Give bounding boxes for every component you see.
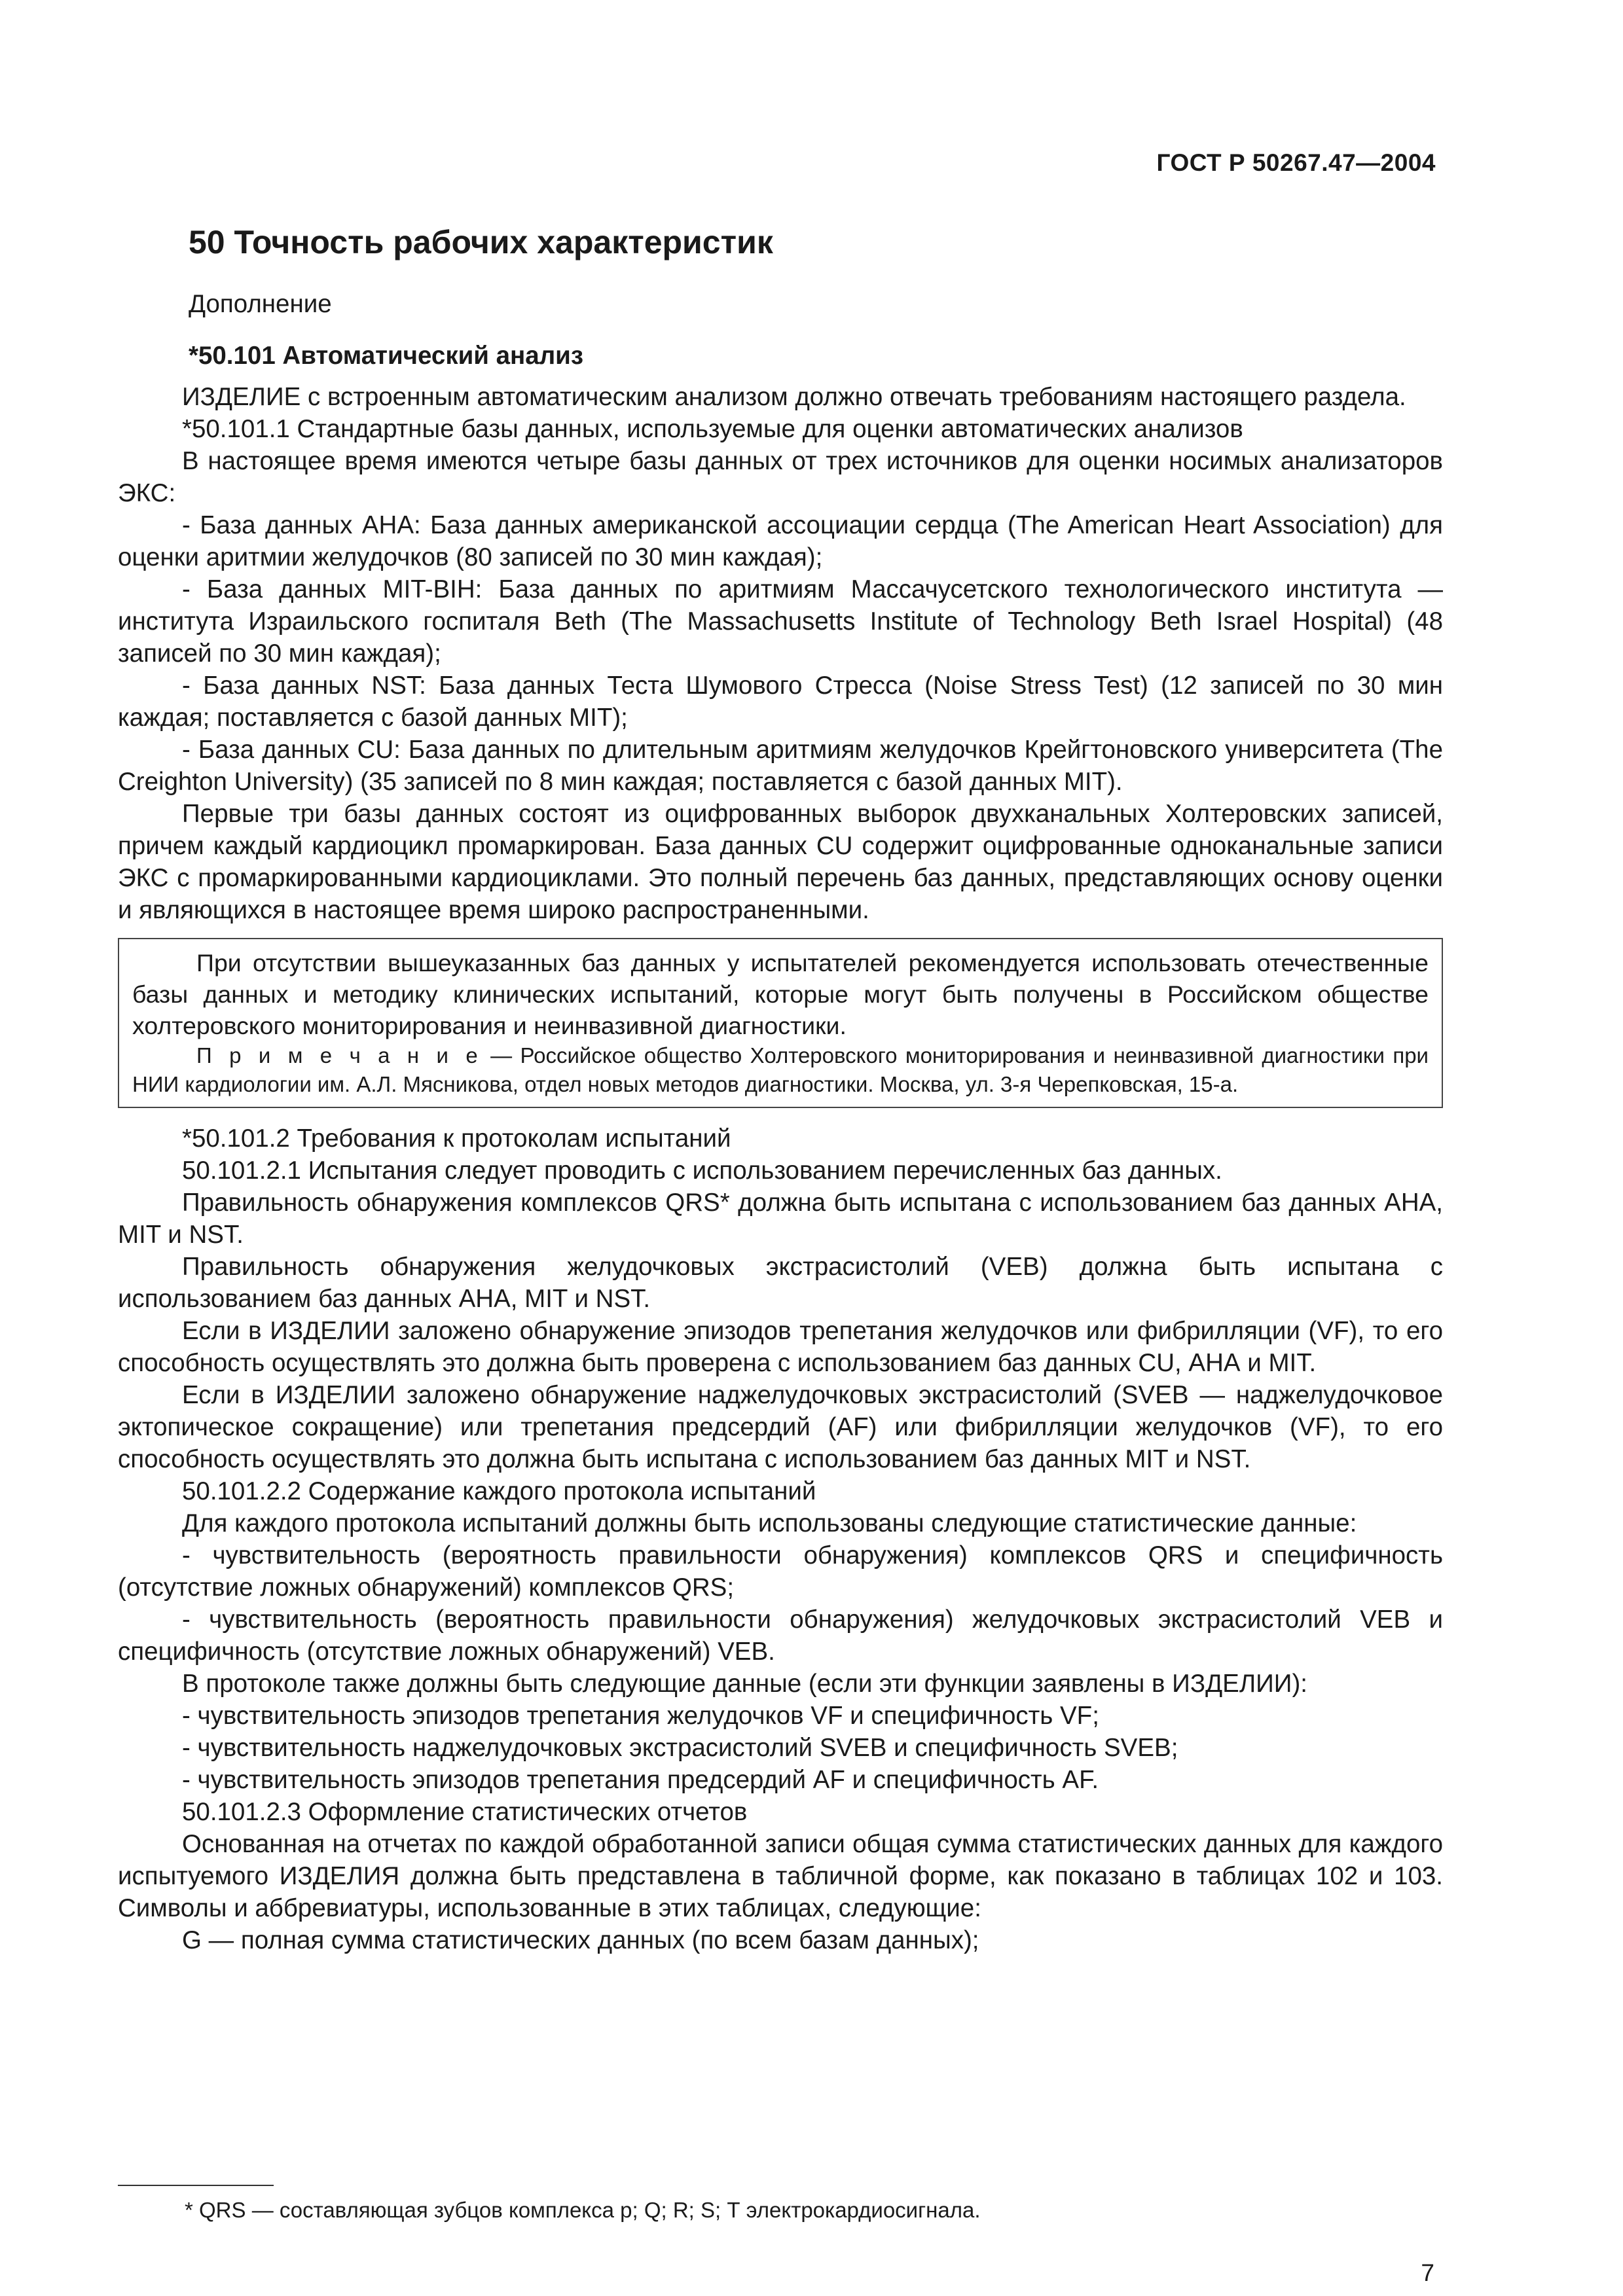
list-item: - чувствительность наджелудочковых экстрасистолий SVEB и специфичность SVEB; <box>182 1734 1178 1762</box>
paragraph: Если в ИЗДЕЛИИ заложено обнаружение наджелудочковых экстрасистолий (SVEB — наджелудочковое эктопическое сокращение) или трепетания предсердий (AF) или фибрилляции желудочков (VF), то его способность осуществлять это должна быть испытана с использованием баз данных MIT и NST. <box>118 1381 1443 1473</box>
clause-heading: *50.101.1 Стандартные базы данных, используемые для оценки автоматических анализов <box>182 415 1243 443</box>
standard-code-header: ГОСТ Р 50267.47—2004 <box>1156 149 1436 176</box>
paragraph: В настоящее время имеются четыре базы данных от трех источников для оценки носимых анализаторов ЭКС: <box>118 447 1443 507</box>
list-item: - База данных АНА: База данных американской ассоциации сердца (The American Heart Association) для оценки аритмии желудочков (80 записей по 30 мин каждая); <box>118 511 1443 571</box>
paragraph: Для каждого протокола испытаний должны быть использованы следующие статистические данные: <box>182 1509 1357 1537</box>
clause-heading: 50.101.2.3 Оформление статистических отчетов <box>182 1798 748 1826</box>
section-intro: Дополнение <box>189 290 332 318</box>
list-item: - База данных MIT-BIH: База данных по аритмиям Массачусетского технологического института — института Израильского госпиталя Beth (The Massachusetts Institute of Technology Beth Israel Hospital) (48 записей по 30 мин каждая); <box>118 575 1443 668</box>
paragraph: Правильность обнаружения желудочковых экстрасистолий (VEB) должна быть испытана с использованием баз данных АНА, MIT и NST. <box>118 1253 1443 1313</box>
list-item: - База данных CU: База данных по длительным аритмиям желудочков Крейгтоновского университета (The Creighton University) (35 записей по 8 мин каждая; поставляется с базой данных MIT). <box>118 736 1443 796</box>
paragraph: Правильность обнаружения комплексов QRS* должна быть испытана с использованием баз данных АНА, MIT и NST. <box>118 1189 1443 1249</box>
clause-heading: *50.101.2 Требования к протоколам испытаний <box>182 1124 731 1153</box>
note-text: — Российское общество Холтеровского мониторирования и неинвазивной диагностики при НИИ кардиологии им. А.Л. Мясникова, отдел новых методов диагностики. Москва, ул. 3-я Черепковская, 15-а. <box>132 1043 1429 1096</box>
paragraph: В протоколе также должны быть следующие данные (если эти функции заявлены в ИЗДЕЛИИ): <box>182 1670 1307 1698</box>
paragraph: 50.101.2.1 Испытания следует проводить с использованием перечисленных баз данных. <box>182 1157 1222 1185</box>
national-note-box <box>118 938 1443 1108</box>
footnote: * QRS — составляющая зубцов комплекса р; Q; R; S; Т электрокардиосигнала. <box>185 2198 981 2222</box>
list-item: - чувствительность эпизодов трепетания предсердий AF и специфичность AF. <box>182 1766 1099 1794</box>
note-box-note <box>132 1041 1429 1099</box>
list-item: - База данных NST: База данных Теста Шумового Стресса (Noise Stress Test) (12 записей по 30 мин каждая; поставляется с базой данных MIT); <box>118 672 1443 732</box>
paragraph: G — полная сумма статистических данных (по всем базам данных); <box>182 1926 979 1954</box>
note-label: П р и м е ч а н и е <box>196 1043 483 1067</box>
subsection-title: *50.101 Автоматический анализ <box>189 342 583 370</box>
list-item: - чувствительность эпизодов трепетания желудочков VF и специфичность VF; <box>182 1702 1099 1730</box>
paragraph: ИЗДЕЛИЕ с встроенным автоматическим анализом должно отвечать требованиям настоящего раздела. <box>182 383 1406 411</box>
paragraph: Основанная на отчетах по каждой обработанной записи общая сумма статистических данных для каждого испытуемого ИЗДЕЛИЯ должна быть представлена в табличной форме, как показано в таблицах 102 и 103. Символы и аббревиатуры, использованные в этих таблицах, следующие: <box>118 1830 1443 1922</box>
list-item: - чувствительность (вероятность правильности обнаружения) комплексов QRS и специфичность (отсутствие ложных обнаружений) комплексов QRS; <box>118 1541 1443 1602</box>
clause-heading: 50.101.2.2 Содержание каждого протокола испытаний <box>182 1477 816 1505</box>
footnote-divider <box>118 2185 274 2186</box>
paragraph: Первые три базы данных состоят из оцифрованных выборок двухканальных Холтеровских записей, причем каждый кардиоцикл промаркирован. База данных CU содержит оцифрованные одноканальные записи ЭКС с промаркированными кардиоциклами. Это полный перечень баз данных, представляющих основу оценки и являющихся в настоящее время широко распространенными. <box>118 800 1443 924</box>
paragraph: Если в ИЗДЕЛИИ заложено обнаружение эпизодов трепетания желудочков или фибрилляции (VF), то его способность осуществлять это должна быть проверена с использованием баз данных CU, АНА и MIT. <box>118 1317 1443 1377</box>
note-box-text: При отсутствии вышеуказанных баз данных у испытателей рекомендуется использовать отечественные базы данных и методику клинических испытаний, которые могут быть получены в Российском обществе холтеровского мониторирования и неинвазивной диагностики. <box>132 949 1429 1039</box>
list-item: - чувствительность (вероятность правильности обнаружения) желудочковых экстрасистолий VEB и специфичность (отсутствие ложных обнаружений) VEB. <box>118 1605 1443 1666</box>
page-number: 7 <box>1421 2259 1434 2286</box>
page-content <box>118 223 1443 1956</box>
section-title: 50 Точность рабочих характеристик <box>189 224 773 260</box>
